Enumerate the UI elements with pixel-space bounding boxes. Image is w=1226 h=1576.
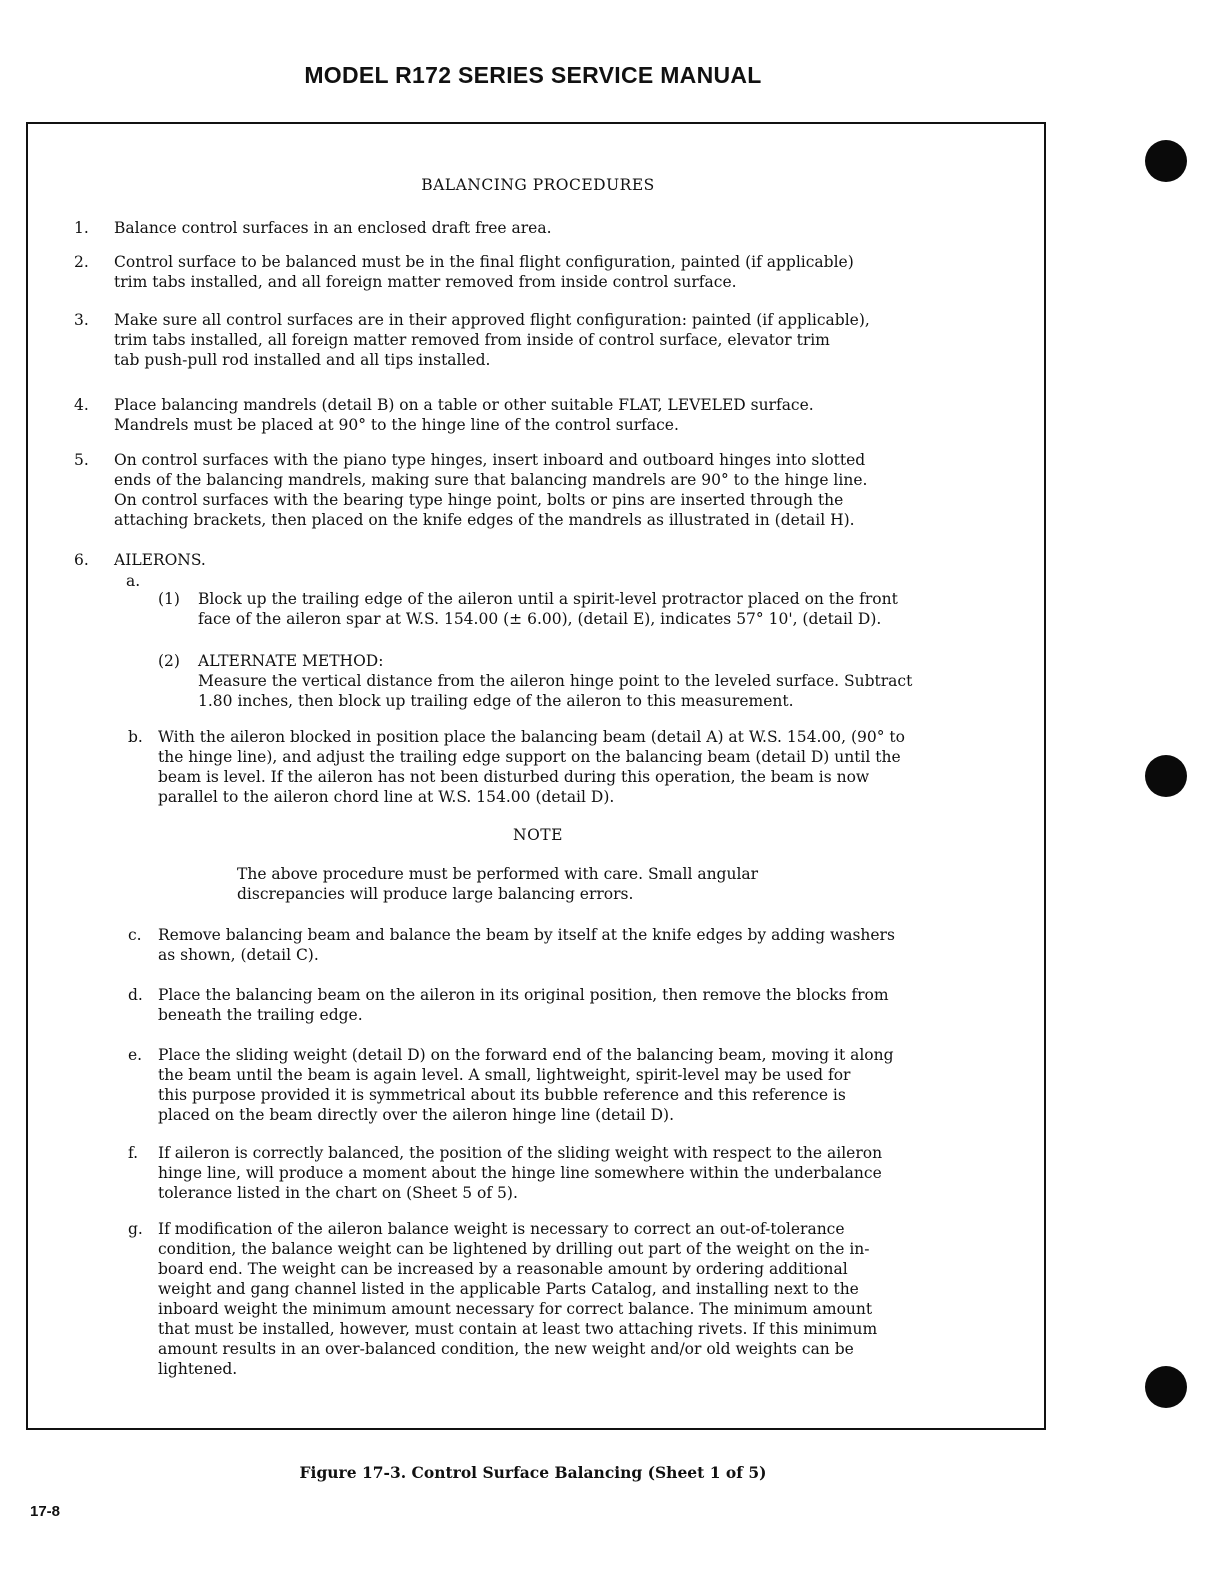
step-number: 6. xyxy=(74,551,89,569)
step-text: Control surface to be balanced must be in the final flight configuration, painted (if applicable) trim tabs installed, and all foreign matter removed from inside control surface. xyxy=(114,253,854,291)
figure-caption: Figure 17-3. Control Surface Balancing (Sheet 1 of 5) xyxy=(299,1463,767,1482)
note-text: The above procedure must be performed with care. Small angular discrepancies will produce large balancing errors. xyxy=(237,865,759,903)
step-number: 5. xyxy=(74,451,89,469)
step-text: Balance control surfaces in an enclosed draft free area. xyxy=(114,219,552,237)
sub-label: g. xyxy=(128,1220,143,1238)
sub-text: Place the balancing beam on the aileron in its original position, then remove the blocks from beneath the trailing edge. xyxy=(158,986,889,1024)
sub-item-number: (1) xyxy=(158,590,180,608)
sub-text: With the aileron blocked in position place the balancing beam (detail A) at W.S. 154.00, (90° to the hinge line), and adjust the trailing edge support on the balancing beam (detail D) until the beam is level. If the aileron has not been disturbed during this operation, the beam is now parallel to the aileron chord line at W.S. 154.00 (detail D). xyxy=(158,728,905,806)
binder-hole-middle xyxy=(1145,755,1187,797)
note-heading: NOTE xyxy=(513,826,563,844)
sub-item-text: ALTERNATE METHOD: Measure the vertical distance from the aileron hinge point to the leveled surface. Subtract 1.80 inches, then block up trailing edge of the aileron to this measurement. xyxy=(198,652,913,710)
sub-label: b. xyxy=(128,728,143,746)
step-text: AILERONS. xyxy=(114,551,206,569)
binder-hole-top xyxy=(1145,140,1187,182)
sub-text: Remove balancing beam and balance the beam by itself at the knife edges by adding washers as shown, (detail C). xyxy=(158,926,895,964)
binder-hole-bottom xyxy=(1145,1366,1187,1408)
sub-label: d. xyxy=(128,986,143,1004)
step-text: Make sure all control surfaces are in their approved flight configuration: painted (if applicable), trim tabs installed, all foreign matter removed from inside of control surface, elevator trim tab push-pull rod installed and all tips installed. xyxy=(114,311,870,369)
step-text: On control surfaces with the piano type hinges, insert inboard and outboard hinges into slotted ends of the balancing mandrels, making sure that balancing mandrels are 90° to the hinge line. On control surfaces with the bearing type hinge point, bolts or pins are inserted through the attaching brackets, then placed on the knife edges of the mandrels as illustrated in (detail H). xyxy=(114,451,868,529)
sub-item-text: Block up the trailing edge of the aileron until a spirit-level protractor placed on the front face of the aileron spar at W.S. 154.00 (± 6.00), (detail E), indicates 57° 10', (detail D). xyxy=(198,590,898,628)
step-number: 3. xyxy=(74,311,89,329)
sub-label: f. xyxy=(128,1144,139,1162)
sub-item-number: (2) xyxy=(158,652,180,670)
sub-text: Place the sliding weight (detail D) on the forward end of the balancing beam, moving it along the beam until the beam is again level. A small, lightweight, spirit-level may be used for this purpose provided it is symmetrical about its bubble reference and this reference is placed on the beam directly over the aileron hinge line (detail D). xyxy=(158,1046,894,1124)
sub-label: c. xyxy=(128,926,142,944)
sub-label: e. xyxy=(128,1046,143,1064)
section-title: BALANCING PROCEDURES xyxy=(421,176,655,194)
step-number: 2. xyxy=(74,253,89,271)
sub-text: If aileron is correctly balanced, the position of the sliding weight with respect to the aileron hinge line, will produce a moment about the hinge line somewhere within the underbalance tolerance listed in the chart on (Sheet 5 of 5). xyxy=(158,1144,883,1202)
manual-header: MODEL R172 SERIES SERVICE MANUAL xyxy=(304,62,762,88)
sub-text: If modification of the aileron balance weight is necessary to correct an out-of-tolerance condition, the balance weight can be lightened by drilling out part of the weight on the in- board end. The weight can be increased by a reasonable amount by ordering additional weight and gang channel listed in the applicable Parts Catalog, and installing next to the inboard weight the minimum amount necessary for correct balance. The minimum amount that must be installed, however, must contain at least two attaching rivets. If this minimum amount results in an over-balanced condition, the new weight and/or old weights can be lightened. xyxy=(158,1220,878,1378)
step-text: Place balancing mandrels (detail B) on a table or other suitable FLAT, LEVELED surface. Mandrels must be placed at 90° to the hinge line of the control surface. xyxy=(114,396,814,434)
page-number: 17-8 xyxy=(30,1503,61,1520)
step-number: 4. xyxy=(74,396,89,414)
step-number: 1. xyxy=(74,219,89,237)
sub-a-label: a. xyxy=(126,572,141,590)
